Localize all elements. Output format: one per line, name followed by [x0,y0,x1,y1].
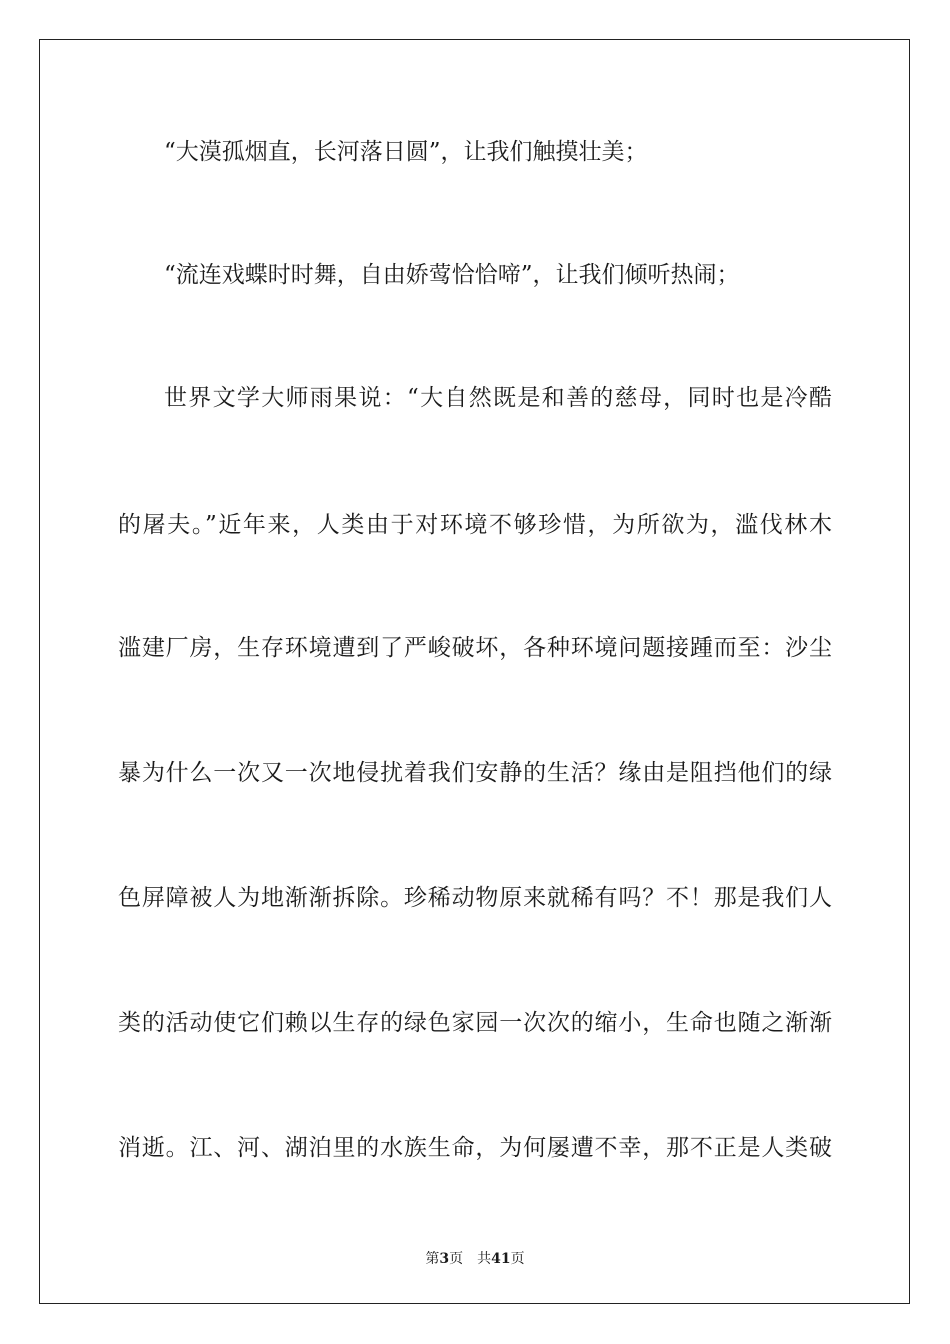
text-line-3: 世界文学大师雨果说：“大自然既是和善的慈母，同时也是冷酷 [164,385,832,411]
text-line-5: 滥建厂房，生存环境遭到了严峻破坏，各种环境问题接踵而至：沙尘 [118,635,832,661]
page-number: 3 [439,1251,450,1267]
total-prefix: 共 [477,1251,492,1267]
text-line-2: “流连戏蝶时时舞，自由娇莺恰恰啼”，让我们倾听热闹； [164,262,740,288]
text-line-6: 暴为什么一次又一次地侵扰着我们安静的生活？缘由是阻挡他们的绿 [118,760,832,786]
page-border [39,39,910,1304]
page-prefix: 第 [425,1251,440,1267]
total-suffix: 页 [510,1251,525,1267]
text-line-1: “大漠孤烟直，长河落日圆”，让我们触摸壮美； [164,139,648,165]
text-line-9: 消逝。江、河、湖泊里的水族生命，为何屡遭不幸，那不正是人类破 [118,1135,832,1161]
text-line-7: 色屏障被人为地渐渐拆除。珍稀动物原来就稀有吗？不！那是我们人 [118,885,832,911]
text-line-8: 类的活动使它们赖以生存的绿色家园一次次的缩小，生命也随之渐渐 [118,1010,832,1036]
total-pages: 41 [491,1251,511,1267]
page-footer [0,1248,950,1268]
page-suffix: 页 [449,1251,464,1267]
text-line-4: 的屠夫。”近年来，人类由于对环境不够珍惜，为所欲为，滥伐林木 [118,512,832,538]
